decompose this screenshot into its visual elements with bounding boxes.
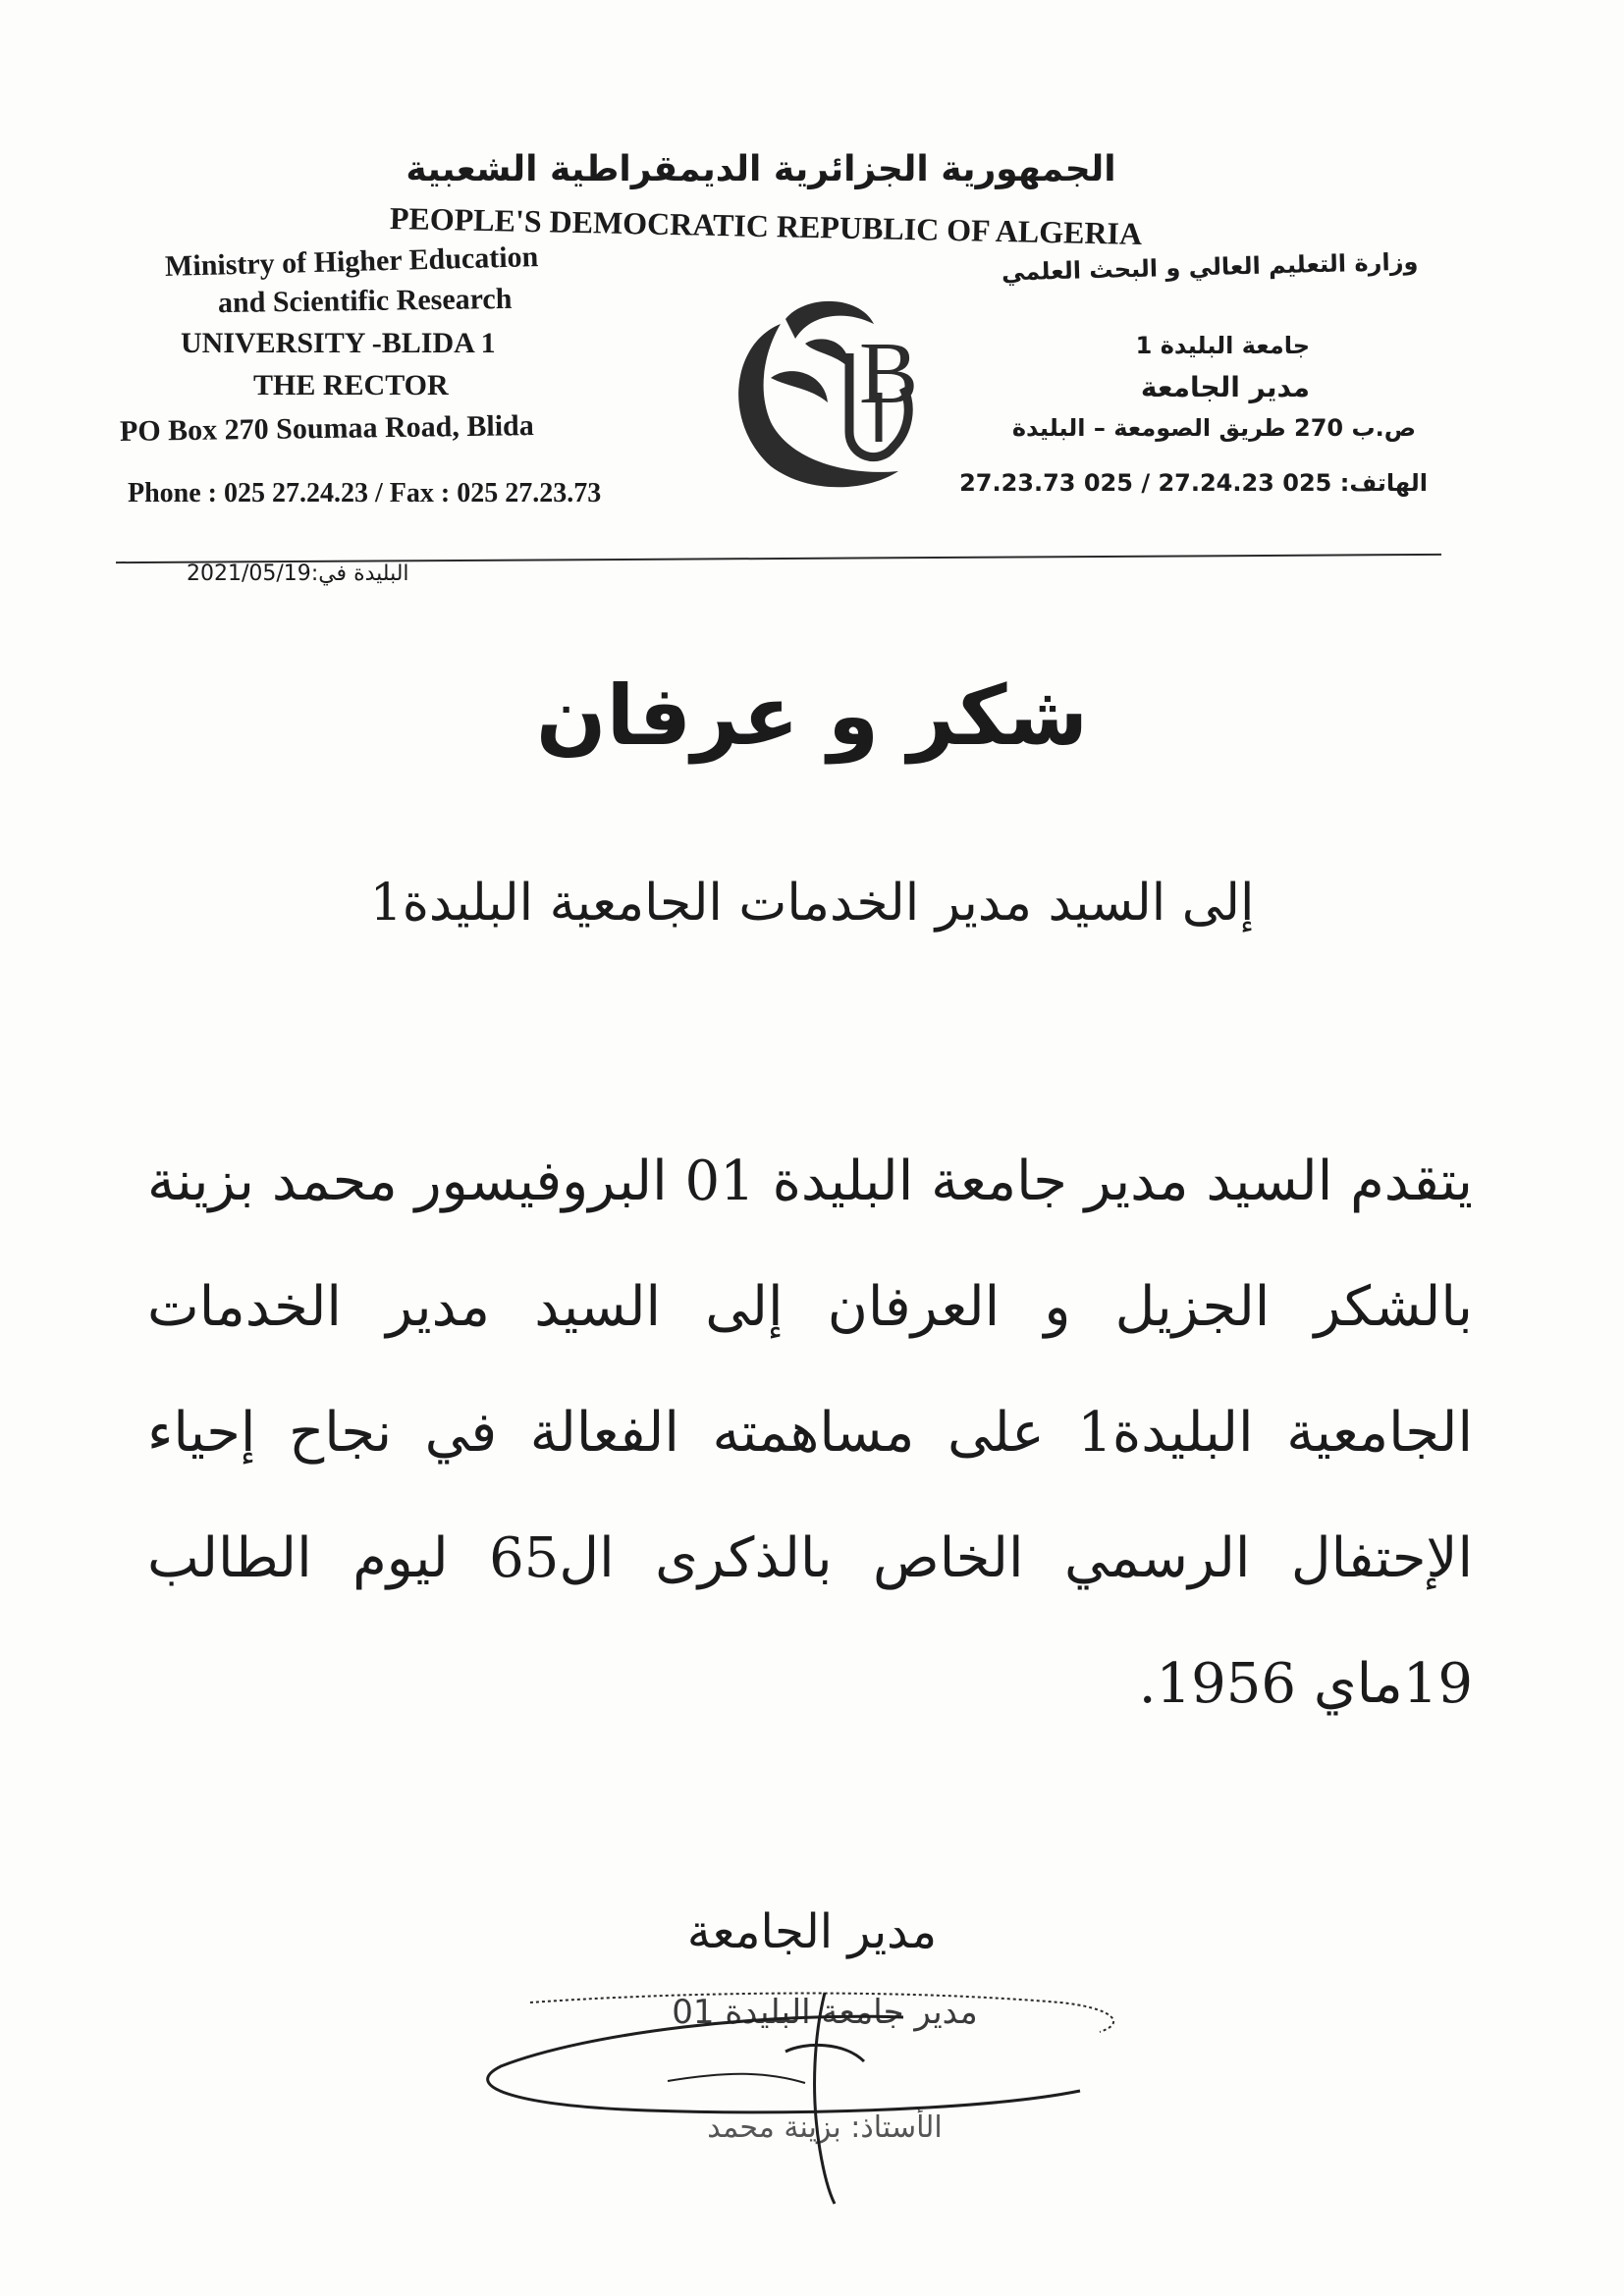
ministry-line-1: Ministry of Higher Education <box>164 240 539 283</box>
address-arabic: ص.ب 270 طريق الصومعة – البليدة <box>1011 414 1416 442</box>
document-date: البليدة في:2021/05/19 <box>187 561 409 586</box>
rector-arabic: مدير الجامعة <box>1140 371 1310 403</box>
university-name-arabic: جامعة البليدة 1 <box>1135 332 1310 359</box>
recipient-line: إلى السيد مدير الخدمات الجامعية البليدة1 <box>369 874 1255 933</box>
university-logo-icon <box>712 285 957 501</box>
signatory-title: مدير الجامعة <box>686 1904 938 1959</box>
university-name-english: UNIVERSITY -BLIDA 1 <box>181 327 496 359</box>
svg-text:B: B <box>859 325 919 422</box>
stamp-line-rector: مدير جامعة البليدة 01 <box>672 1993 978 2032</box>
stamp-line-name: الأستاذ: بزينة محمد <box>707 2110 943 2145</box>
republic-name-arabic: الجمهورية الجزائرية الديمقراطية الشعبية <box>406 149 1116 189</box>
body-paragraph: يتقدم السيد مدير جامعة البليدة 01 البروفيسور محمد بزينة بالشكر الجزيل و العرفان إلى السيد مدير الخدمات الجامعية البليدة1 على مساهمته الفعالة في نجاح إحياء الإحتفال الرسمي الخاص بالذكرى ال65 ليوم الطالب 19ماي 1956. <box>147 1149 1474 1716</box>
ministry-line-2: and Scientific Research <box>217 282 513 320</box>
rector-english: THE RECTOR <box>253 369 449 401</box>
republic-name-english: PEOPLE'S DEMOCRATIC REPUBLIC OF ALGERIA <box>389 199 1143 252</box>
phone-fax-english: Phone : 025 27.24.23 / Fax : 025 27.23.73 <box>128 478 602 508</box>
ministry-arabic: وزارة التعليم العالي و البحث العلمي <box>1001 247 1419 287</box>
address-english: PO Box 270 Soumaa Road, Blida <box>119 409 534 448</box>
document-title: شكر و عرفان <box>535 667 1089 764</box>
phone-fax-arabic: الهاتف: 025 27.24.23 / 025 27.23.73 <box>959 469 1428 497</box>
handwritten-signature-icon <box>471 1973 1178 2209</box>
